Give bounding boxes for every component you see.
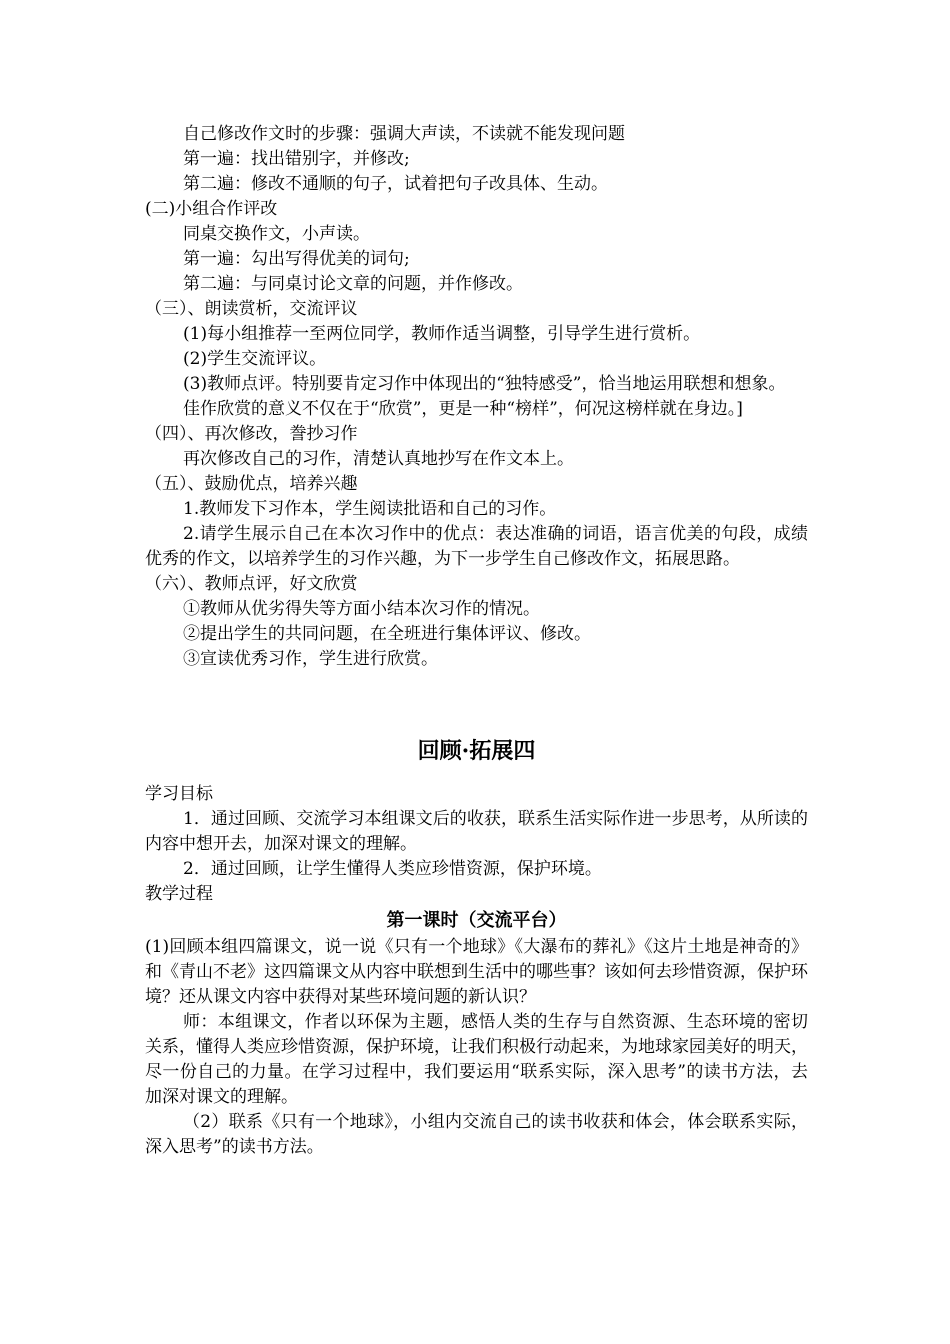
comment-item-3: ③宣读优秀习作，学生进行欣赏。 bbox=[183, 649, 438, 669]
step-first-pass: 第一遍：找出错别字，并修改; bbox=[183, 149, 410, 169]
section-spacer bbox=[145, 672, 808, 734]
heading-encourage: （五）、鼓励优点，培养兴趣 bbox=[145, 474, 358, 494]
lesson-title: 第一课时（交流平台） bbox=[386, 910, 567, 931]
process-label: 教学过程 bbox=[145, 884, 213, 904]
heading-revise-copy: （四）、再次修改，誊抄习作 bbox=[145, 424, 358, 444]
section-title: 回顾·拓展四 bbox=[417, 738, 536, 764]
group-exchange: 同桌交换作文，小声读。 bbox=[183, 224, 370, 244]
heading-group-review: (二)小组合作评改 bbox=[145, 199, 278, 219]
appreciation-item-1: (1)每小组推荐一至两位同学，教师作适当调整，引导学生进行赏析。 bbox=[183, 324, 701, 344]
comment-item-1: ①教师从优劣得失等方面小结本次习作的情况。 bbox=[183, 599, 540, 619]
lesson-para-2: 师：本组课文，作者以环保为主题，感悟人类的生存与自然资源、生态环境的密切关系，懂得人类应珍惜资源，保护环境，让我们积极行动起来，为地球家园美好的明天，尽一份自己的力量。在学习过程中，我们要运用“联系实际，深入思考”的读书方法，去加深对课文的理解。 bbox=[145, 1012, 808, 1107]
group-first-pass: 第一遍：勾出写得优美的词句; bbox=[183, 249, 410, 269]
goals-label: 学习目标 bbox=[145, 784, 213, 804]
document-page bbox=[145, 122, 808, 1160]
step-second-pass: 第二遍：修改不通顺的句子，试着把句子改具体、生动。 bbox=[183, 174, 608, 194]
lesson-para-1: (1)回顾本组四篇课文，说一说《只有一个地球》《大瀑布的葬礼》《这片土地是神奇的》和《青山不老》这四篇课文从内容中联想到生活中的哪些事？该如何去珍惜资源，保护环境？还从课文内容中获得对某些环境问题的新认识？ bbox=[145, 937, 808, 1007]
heading-teacher-comment: （六）、教师点评，好文欣赏 bbox=[145, 574, 358, 594]
appreciation-item-2: (2)学生交流评议。 bbox=[183, 349, 327, 369]
goal-item-2: 2．通过回顾，让学生懂得人类应珍惜资源，保护环境。 bbox=[183, 859, 602, 879]
encourage-item-1: 1.教师发下习作本，学生阅读批语和自己的习作。 bbox=[183, 499, 557, 519]
revise-copy-text: 再次修改自己的习作，清楚认真地抄写在作文本上。 bbox=[183, 449, 574, 469]
encourage-item-2: 2.请学生展示自己在本次习作中的优点：表达准确的词语，语言优美的句段，成绩优秀的作文，以培养学生的习作兴趣，为下一步学生自己修改作文，拓展思路。 bbox=[145, 524, 808, 569]
heading-reading-appreciation: （三）、朗读赏析，交流评议 bbox=[145, 299, 358, 319]
group-second-pass: 第二遍：与同桌讨论文章的问题，并作修改。 bbox=[183, 274, 523, 294]
goal-item-1: 1．通过回顾、交流学习本组课文后的收获，联系生活实际作进一步思考，从所读的内容中想开去，加深对课文的理解。 bbox=[145, 809, 808, 854]
step-intro: 自己修改作文时的步骤：强调大声读，不读就不能发现问题 bbox=[183, 124, 625, 144]
lesson-para-3: （2）联系《只有一个地球》，小组内交流自己的读书收获和体会，体会联系实际，深入思考”的读书方法。 bbox=[145, 1112, 808, 1157]
appreciation-item-3: (3)教师点评。特别要肯定习作中体现出的“独特感受”，恰当地运用联想和想象。 bbox=[183, 374, 786, 394]
comment-item-2: ②提出学生的共同问题，在全班进行集体评议、修改。 bbox=[183, 624, 591, 644]
appreciation-note: 佳作欣赏的意义不仅在于“欣赏”，更是一种“榜样”，何况这榜样就在身边。] bbox=[183, 399, 743, 419]
